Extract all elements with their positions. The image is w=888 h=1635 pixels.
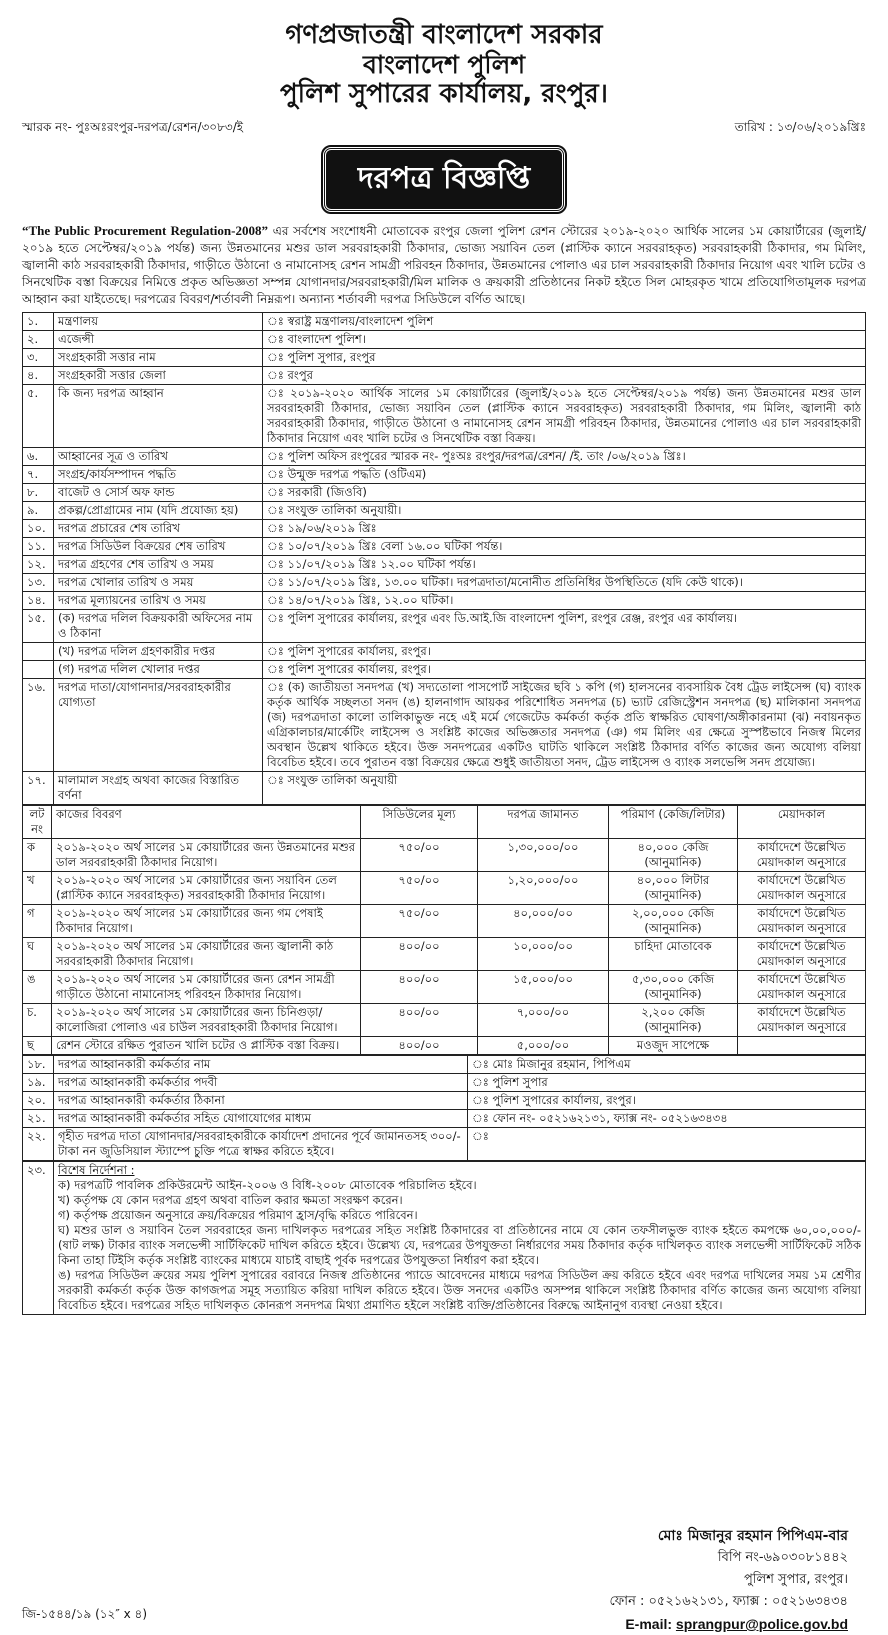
- signatory-title: পুলিশ সুপার, রংপুর।: [743, 1572, 848, 1587]
- lot-description: ২০১৯-২০২০ অর্থ সালের ১ম কোয়ার্টারের জন্য জ্বালানী কাঠ সরবরাহকারী ঠিকাদার নিয়োগ।: [52, 938, 361, 971]
- info-label: দরপত্র প্রচারের শেষ তারিখ: [54, 520, 263, 538]
- info-value: ঃ বাংলাদেশ পুলিশ।: [263, 331, 866, 349]
- contact-row: [23, 1092, 866, 1110]
- lot-quantity: ৪০,০০০ কেজি (আনুমানিক): [609, 839, 738, 872]
- signatory-phone: ফোন : ০৫২১৬২১৩১, ফ্যাক্স : ০৫২১৬৩৪৩৪: [609, 1594, 848, 1609]
- info-row: [23, 385, 866, 448]
- info-row: [23, 679, 866, 772]
- lot-number: খ: [23, 872, 52, 905]
- info-value: ঃ ১৯/০৬/২০১৯ খ্রিঃ: [263, 520, 866, 538]
- info-value: ঃ রংপুর: [263, 367, 866, 385]
- info-label: দরপত্র দাতা/যোগানদার/সরবরাহকারীর যোগ্যতা: [54, 679, 263, 772]
- lot-period: কার্যাদেশে উল্লেখিত মেয়াদকাল অনুসারে: [738, 839, 866, 872]
- instruction-item: গ) কর্তৃপক্ষ প্রয়োজন অনুসারে ক্রয়/বিক্রয়ের পরিমাণ হ্রাস/বৃদ্ধি করিতে পারিবেন।: [58, 1208, 418, 1222]
- info-value: ঃ (ক) জাতীয়তা সনদপত্র (খ) সদ্যতোলা পাসপোর্ট সাইজের ছবি ১ কপি (গ) হালসনের ব্যবসায়িক বৈধ ট্রেড লাইসেন্স (ঘ) ব্যাংক কর্তৃক আর্থিক সচ্ছলতা সনদ (ঙ) হালনাগাদ আয়কর পরিশোধিত সনদপত্র (চ) ভ্যাট রেজিস্ট্রেশন সনদপত্র (ছ) মালিকানা সনদপত্র (জ) দরপত্রদাতা কালো তালিকাভুক্ত নহে এই মর্মে গেজেটেড কর্মকর্তা কর্তৃক প্রতি স্বাক্ষরিত ঘোষণা/অঙ্গীকারনামা (ঝ) নবায়নকৃত এগ্রিকালচার/মার্কেটিং লাইসেন্স ও সংশ্লিষ্ট কাজের অভিজ্ঞতার সনদপত্র (ঞ) গম মিলিং এর ক্ষেত্রে সুস্পষ্টভাবে নিজস্ব মিলের অবস্থান উল্লেখ থাকিতে হইবে। উক্ত সনদপত্রের একটিও ঘাটতি থাকিলে সংশ্লিষ্ট ঠিকাদার বর্ণিত কাজের জন্য অযোগ্য বলিয়া বিবেচিত হইবে। তবে পুরাতন বস্তা বিক্রয়ের ক্ষেত্রে শুধুই জাতীয়তা সনদ, ট্রেড লাইসেন্স ও ব্যাংক সলভেন্সি সনদ প্রযোজ্য।: [263, 679, 866, 772]
- contact-row: [23, 1128, 866, 1161]
- contact-row: [23, 1110, 866, 1128]
- lot-period: কার্যাদেশে উল্লেখিত মেয়াদকাল অনুসারে: [738, 1004, 866, 1037]
- lot-row: [23, 905, 866, 938]
- email-label: E-mail:: [625, 1616, 673, 1632]
- info-label: (ক) দরপত্র দলিল বিক্রয়কারী অফিসের নাম ও ঠিকানা: [54, 610, 263, 643]
- contact-label: দরপত্র আহ্বানকারী কর্মকর্তার নাম: [54, 1056, 468, 1074]
- lot-row: [23, 1004, 866, 1037]
- info-number: ১৬.: [23, 679, 54, 772]
- lot-quantity: ৪০,০০০ লিটার (আনুমানিক): [609, 872, 738, 905]
- contact-number: ২২.: [23, 1128, 54, 1161]
- lot-schedule-price: ৭৫০/০০: [361, 839, 478, 872]
- info-row: [23, 367, 866, 385]
- contact-value: ঃ পুলিশ সুপারের কার্যালয়, রংপুর।: [468, 1092, 866, 1110]
- info-number: [23, 661, 54, 679]
- intro-paragraph: [0, 222, 888, 308]
- memo-date: তারিখ : ১৩/০৬/২০১৯খ্রিঃ: [734, 120, 866, 134]
- info-value: ঃ স্বরাষ্ট্র মন্ত্রণালয়/বাংলাদেশ পুলিশ: [263, 313, 866, 331]
- info-label: দরপত্র সিডিউল বিক্রয়ের শেষ তারিখ: [54, 538, 263, 556]
- info-row: [23, 448, 866, 466]
- info-number: ১০.: [23, 520, 54, 538]
- lots-header-security: দরপত্র জামানত: [478, 806, 609, 839]
- info-row: [23, 538, 866, 556]
- lot-schedule-price: ৭৫০/০০: [361, 872, 478, 905]
- lot-number: ঙ: [23, 971, 52, 1004]
- lot-row: [23, 971, 866, 1004]
- info-value: ঃ উন্মুক্ত দরপত্র পদ্ধতি (ওটিএম): [263, 466, 866, 484]
- info-number: ৪.: [23, 367, 54, 385]
- lot-security: ৭,০০০/০০: [478, 1004, 609, 1037]
- lot-period: [738, 1037, 866, 1055]
- info-value: ঃ ২০১৯-২০২০ আর্থিক সালের ১ম কোয়ার্টারের (জুলাই/২০১৯ হতে সেপ্টেম্বর/২০১৯ পর্যন্ত) জন্য উন্নতমানের মশুর ডাল সরবরাহকারী ঠিকাদার, ভোজ্য সয়াবিন তেল (প্লাস্টিক ক্যানে সরবরাহকৃত) সরবরাহকারী ঠিকাদার, গম মিলিং, জ্বালানী কাঠ সরবরাহকারী ঠিকাদার, গাড়ীতে উঠানো ও নামানোসহ রেশন সামগ্রী পরিবহন ঠিকাদার, উন্নতমানের পোলাও এর চাল সরবরাহকারী ঠিকাদার নিয়োগ এবং খালি চটের ও সিনথেটিক বস্তা বিক্রয়।: [263, 385, 866, 448]
- instruction-item: ক) দরপত্রটি পাবলিক প্রকিউরমেন্ট আইন-২০০৬ ও বিধি-২০০৮ মোতাবেক পরিচালিত হইবে।: [58, 1178, 477, 1192]
- lot-number: ক: [23, 839, 52, 872]
- contact-number: ২১.: [23, 1110, 54, 1128]
- info-value: ঃ ১৪/০৭/২০১৯ খ্রিঃ, ১২.০০ ঘটিকা।: [263, 592, 866, 610]
- info-number: ১৫.: [23, 610, 54, 643]
- info-number: ১৭.: [23, 772, 54, 805]
- signatory-name: মোঃ মিজানুর রহমান পিপিএম-বার: [657, 1528, 848, 1544]
- lot-schedule-price: ৭৫০/০০: [361, 905, 478, 938]
- contact-value: ঃ মোঃ মিজানুর রহমান, পিপিএম: [468, 1056, 866, 1074]
- lot-schedule-price: ৪০০/০০: [361, 1004, 478, 1037]
- lot-schedule-price: ৪০০/০০: [361, 971, 478, 1004]
- info-number: ৮.: [23, 484, 54, 502]
- memo-row: [0, 119, 888, 139]
- signatory-email: [610, 1613, 848, 1635]
- info-number: ১২.: [23, 556, 54, 574]
- signatory-bp: বিপি নং-৬৯০৩০৮১৪৪২: [717, 1550, 848, 1565]
- info-label: বাজেট ও সোর্স অফ ফান্ড: [54, 484, 263, 502]
- info-number: ৩.: [23, 349, 54, 367]
- info-row: [23, 349, 866, 367]
- contact-label: দরপত্র আহ্বানকারী কর্মকর্তার সহিত যোগাযোগের মাধ্যম: [54, 1110, 468, 1128]
- info-label: মন্ত্রণালয়: [54, 313, 263, 331]
- info-value: ঃ পুলিশ সুপারের কার্যালয়, রংপুর এবং ডি.আই.জি বাংলাদেশ পুলিশ, রংপুর রেঞ্জ, রংপুর এর কার্যালয়।: [263, 610, 866, 643]
- contact-value: ঃ: [468, 1128, 866, 1161]
- lot-quantity: মওজুদ সাপেক্ষে: [609, 1037, 738, 1055]
- instructions-number: ২৩.: [23, 1162, 54, 1315]
- info-value: ঃ পুলিশ সুপারের কার্যালয়, রংপুর।: [263, 643, 866, 661]
- info-label: মালামাল সংগ্রহ অথবা কাজের বিস্তারিত বর্ণনা: [54, 772, 263, 805]
- info-number: ৭.: [23, 466, 54, 484]
- info-value: ঃ সংযুক্ত তালিকা অনুযায়ী: [263, 772, 866, 805]
- info-label: দরপত্র গ্রহণের শেষ তারিখ ও সময়: [54, 556, 263, 574]
- memo-ref: স্মারক নং- পুঃঅঃরংপুর-দরপত্র/রেশন/৩০৮৩/ই: [22, 120, 243, 134]
- lot-description: ২০১৯-২০২০ অর্থ সালের ১ম কোয়ার্টারের জন্য উন্নতমানের মশুর ডাল সরবরাহকারী ঠিকাদার নিয়োগ।: [52, 839, 361, 872]
- info-value: ঃ ১১/০৭/২০১৯ খ্রিঃ ১২.০০ ঘটিকা পর্যন্ত।: [263, 556, 866, 574]
- contact-label: দরপত্র আহ্বানকারী কর্মকর্তার ঠিকানা: [54, 1092, 468, 1110]
- intro-regulation: “The Public Procurement Regulation-2008”: [22, 223, 268, 238]
- info-row: [23, 574, 866, 592]
- banner-wrap: [0, 147, 888, 212]
- info-row: [23, 556, 866, 574]
- instructions-table: [22, 1161, 866, 1315]
- gazette-code: জি-১৫৪৪/১৯ (১২″ x ৪): [22, 1607, 148, 1621]
- lots-header-row: [23, 806, 866, 839]
- info-number: ৫.: [23, 385, 54, 448]
- lot-number: ছ: [23, 1037, 52, 1055]
- lot-row: [23, 839, 866, 872]
- lot-row: [23, 938, 866, 971]
- info-number: ২.: [23, 331, 54, 349]
- lot-schedule-price: ৪০০/০০: [361, 938, 478, 971]
- info-row: [23, 772, 866, 805]
- info-label: আহ্বানের সূত্র ও তারিখ: [54, 448, 263, 466]
- info-label: সংগ্রহ/কার্যসম্পাদন পদ্ধতি: [54, 466, 263, 484]
- lot-quantity: ২,২০০ কেজি (আনুমানিক): [609, 1004, 738, 1037]
- lots-header-desc: কাজের বিবরণ: [52, 806, 361, 839]
- lot-security: ৪০,০০০/০০: [478, 905, 609, 938]
- lot-row: [23, 1037, 866, 1055]
- contact-row: [23, 1056, 866, 1074]
- contact-row: [23, 1074, 866, 1092]
- notice-banner: দরপত্র বিজ্ঞপ্তি: [323, 147, 565, 212]
- info-table: [22, 312, 866, 805]
- instruction-item: ঙ) দরপত্র সিডিউল ক্রয়ের সময় পুলিশ সুপারের বরাবরে নিজস্ব প্রতিষ্ঠানের প্যাডে আবেদনের মাধ্যমে দরপত্র সিডিউল ক্রয় করিতে হইবে এবং দরপত্র দাখিলের সময় ১ম শ্রেণীর সরকারী কর্মকর্তা কর্তৃক উক্ত কাগজপত্র সমূহ সত্যায়িত করিয়া দাখিল করিতে হইবে। উক্ত সনদের একটিও অসম্পন্ন থাকিলে সংশ্লিষ্ট ঠিকাদার বর্ণিত কাজের জন্য অযোগ্য বলিয়া বিবেচিত হইবে। দরপত্রের সহিত দাখিলকৃত কোনরূপ সনদপত্র মিথ্যা প্রমাণিত হইলে সংশ্লিষ্ট ব্যক্তি/প্রতিষ্ঠানের বিরুদ্ধে আইনানুগ ব্যবস্থা নেওয়া হইবে।: [58, 1268, 861, 1312]
- info-number: ১৪.: [23, 592, 54, 610]
- lot-quantity: চাহিদা মোতাবেক: [609, 938, 738, 971]
- police-title: বাংলাদেশ পুলিশ: [362, 50, 526, 79]
- lot-row: [23, 872, 866, 905]
- lots-header-period: মেয়াদকাল: [738, 806, 866, 839]
- info-label: দরপত্র মূল্যায়নের তারিখ ও সময়: [54, 592, 263, 610]
- info-row: [23, 610, 866, 643]
- contact-number: ১৯.: [23, 1074, 54, 1092]
- contact-table: [22, 1055, 866, 1161]
- lot-security: ৫,০০০/০০: [478, 1037, 609, 1055]
- intro-text: এর সর্বশেষ সংশোধনী মোতাবেক রংপুর জেলা পুলিশ রেশন স্টোরের ২০১৯-২০২০ আর্থিক সালের ১ম কোয়ার্টারের (জুলাই/২০১৯ হতে সেপ্টেম্বর/২০১৯ পর্যন্ত) জন্য উন্নতমানের মশুর ডাল সরবরাহকারী ঠিকাদার, ভোজ্য সয়াবিন তেল (প্লাস্টিক ক্যানে সরবরাহকৃত) সরবরাহকারী ঠিকাদার, গম মিলিং, জ্বালানী কাঠ সরবরাহকারী ঠিকাদার, গাড়ীতে উঠানো ও নামানোসহ রেশন সামগ্রী পরিবহন ঠিকাদার, উন্নতমানের পোলাও এর চাল সরবরাহকারী ঠিকাদার নিয়োগ এবং খালি চটের ও সিনথেটিক বস্তা বিক্রয়ের নিমিত্তে প্রকৃত অভিজ্ঞতা সম্পন্ন যোগানদার/সরবরাহকারী/মিল মালিক ও ক্রয়কারী প্রতিষ্ঠানের নিকট হইতে সিল মোহরকৃত খামে প্রতিযোগিতামূলক দরপত্র আহ্বান করা যাইতেছে। দরপত্রের বিবরণ/শর্তাবলী নিম্নরূপ। অন্যান্য শর্তাবলী দরপত্র সিডিউলে বর্ণিত আছে।: [22, 224, 866, 306]
- contact-value: ঃ ফোন নং- ০৫২১৬২১৩১, ফ্যাক্স নং- ০৫২১৬৩৪৩৪: [468, 1110, 866, 1128]
- lot-number: গ: [23, 905, 52, 938]
- lot-description: রেশন স্টোরে রক্ষিত পুরাতন খালি চটের ও প্লাস্টিক বস্তা বিক্রয়।: [52, 1037, 361, 1055]
- info-label: (খ) দরপত্র দলিল গ্রহণকারীর দপ্তর: [54, 643, 263, 661]
- contact-label: গৃহীত দরপত্র দাতা যোগানদার/সরবরাহকারীকে কার্যাদেশ প্রদানের পূর্বে জামানতসহ ৩০০/- টাকা নন জুডিসিয়াল স্ট্যাম্পে চুক্তি পত্রে স্বাক্ষর করিতে হইবে।: [54, 1128, 468, 1161]
- lots-header-price: সিডিউলের মূল্য: [361, 806, 478, 839]
- instruction-item: খ) কর্তৃপক্ষ যে কোন দরপত্র গ্রহণ অথবা বাতিল করার ক্ষমতা সংরক্ষণ করেন।: [58, 1193, 403, 1207]
- lot-security: ১০,০০০/০০: [478, 938, 609, 971]
- info-row: [23, 520, 866, 538]
- info-number: ১.: [23, 313, 54, 331]
- email-link[interactable]: sprangpur@police.gov.bd: [675, 1616, 848, 1632]
- lot-description: ২০১৯-২০২০ অর্থ সালের ১ম কোয়ার্টারের জন্য সয়াবিন তেল (প্লাস্টিক ক্যানে সরবরাহকৃত) সরবরাহকারী ঠিকাদার নিয়োগ।: [52, 872, 361, 905]
- lot-period: কার্যাদেশে উল্লেখিত মেয়াদকাল অনুসারে: [738, 938, 866, 971]
- info-row: [23, 592, 866, 610]
- info-row: [23, 502, 866, 520]
- lot-security: ১৫,০০০/০০: [478, 971, 609, 1004]
- instruction-item: ঘ) মশুর ডাল ও সয়াবিন তৈল সরবরাহের জন্য দাখিলকৃত দরপত্রের সহিত সংশ্লিষ্ট ঠিকাদারের বা প্রতিষ্ঠানের নামে যে কোন তফসীলভুক্ত ব্যাংক হইতে কমপক্ষে ৬০,০০,০০০/- (ষাট লক্ষ) টাকার ব্যাংক সলভেন্সী সার্টিফিকেট দাখিল করিতে হইবে। উল্লেখ্য যে, দরপত্রের উপযুক্ততা নির্ধারণের সময় ঠিকাদার কর্তৃক দাখিলকৃত ব্যাংক সলভেন্সী সার্টিফিকেট সঠিক কিনা তাহা টিইসি কর্তৃক সংশ্লিষ্ট ব্যাংকের মাধ্যমে যাচাই বাছাই পূর্বক দরপত্রের উপযুক্ততা নির্ধারণ করা হইবে।: [58, 1223, 861, 1267]
- lot-quantity: ৫,৩০,০০০ কেজি (আনুমানিক): [609, 971, 738, 1004]
- info-label: কি জন্য দরপত্র আহ্বান: [54, 385, 263, 448]
- info-label: (গ) দরপত্র দলিল খোলার দপ্তর: [54, 661, 263, 679]
- lot-description: ২০১৯-২০২০ অর্থ সালের ১ম কোয়ার্টারের জন্য চিনিগুড়া/কালোজিরা পোলাও এর চাউল সরবরাহকারী ঠিকাদার নিয়োগ।: [52, 1004, 361, 1037]
- info-row: [23, 313, 866, 331]
- lot-number: ঘ: [23, 938, 52, 971]
- lot-description: ২০১৯-২০২০ অর্থ সালের ১ম কোয়ার্টারের জন্য গম পেষাই ঠিকাদার নিয়োগ।: [52, 905, 361, 938]
- info-row: [23, 331, 866, 349]
- info-value: ঃ পুলিশ সুপার, রংপুর: [263, 349, 866, 367]
- info-label: প্রকল্প/প্রোগ্রামের নাম (যদি প্রযোজ্য হয়): [54, 502, 263, 520]
- info-label: এজেন্সী: [54, 331, 263, 349]
- lots-header-lot: লট নং: [23, 806, 52, 839]
- info-row: [23, 484, 866, 502]
- lot-period: কার্যাদেশে উল্লেখিত মেয়াদকাল অনুসারে: [738, 872, 866, 905]
- info-row: [23, 643, 866, 661]
- info-number: ১৩.: [23, 574, 54, 592]
- lot-number: চ.: [23, 1004, 52, 1037]
- lot-schedule-price: ৪০০/০০: [361, 1037, 478, 1055]
- lot-security: ১,২০,০০০/০০: [478, 872, 609, 905]
- info-number: ৬.: [23, 448, 54, 466]
- info-value: ঃ সংযুক্ত তালিকা অনুযায়ী।: [263, 502, 866, 520]
- info-value: ঃ পুলিশ সুপারের কার্যালয়, রংপুর।: [263, 661, 866, 679]
- lot-period: কার্যাদেশে উল্লেখিত মেয়াদকাল অনুসারে: [738, 905, 866, 938]
- instructions-title: বিশেষ নির্দেশনা :: [58, 1163, 135, 1177]
- lot-security: ১,৩০,০০০/০০: [478, 839, 609, 872]
- lots-table: [22, 805, 866, 1055]
- contact-value: ঃ পুলিশ সুপার: [468, 1074, 866, 1092]
- info-label: সংগ্রহকারী সত্তার নাম: [54, 349, 263, 367]
- info-row: [23, 466, 866, 484]
- info-label: দরপত্র খোলার তারিখ ও সময়: [54, 574, 263, 592]
- info-number: [23, 643, 54, 661]
- info-value: ঃ পুলিশ অফিস রংপুরের স্মারক নং- পুঃঅঃ রংপুর/দরপত্র/রেশন/ /ই. তাং /০৬/২০১৯ খ্রিঃ।: [263, 448, 866, 466]
- signature-block: [610, 1525, 848, 1635]
- info-number: ১১.: [23, 538, 54, 556]
- office-title: পুলিশ সুপারের কার্যালয়, রংপুর।: [280, 79, 608, 109]
- contact-label: দরপত্র আহ্বানকারী কর্মকর্তার পদবী: [54, 1074, 468, 1092]
- lots-header-qty: পরিমাণ (কেজি/লিটার): [609, 806, 738, 839]
- lot-quantity: ২,০০,০০০ কেজি (আনুমানিক): [609, 905, 738, 938]
- govt-title: গণপ্রজাতন্ত্রী বাংলাদেশ সরকার: [285, 20, 603, 50]
- info-value: ঃ সরকারী (জিওবি): [263, 484, 866, 502]
- info-value: ঃ ১০/০৭/২০১৯ খ্রিঃ বেলা ১৬.০০ ঘটিকা পর্যন্ত।: [263, 538, 866, 556]
- info-value: ঃ ১১/০৭/২০১৯ খ্রিঃ, ১৩.০০ ঘটিকা। দরপত্রদাতা/মনোনীত প্রতিনিধির উপস্থিতিতে (যদি কেউ থাকে)।: [263, 574, 866, 592]
- info-row: [23, 661, 866, 679]
- info-number: ৯.: [23, 502, 54, 520]
- instructions-cell: [54, 1162, 866, 1315]
- contact-number: ১৮.: [23, 1056, 54, 1074]
- info-label: সংগ্রহকারী সত্তার জেলা: [54, 367, 263, 385]
- lot-description: ২০১৯-২০২০ অর্থ সালের ১ম কোয়ার্টারের জন্য রেশন সামগ্রী গাড়ীতে উঠানো নামানোসহ পরিবহন ঠিকাদার নিয়োগ।: [52, 971, 361, 1004]
- contact-number: ২০.: [23, 1092, 54, 1110]
- lot-period: কার্যাদেশে উল্লেখিত মেয়াদকাল অনুসারে: [738, 971, 866, 1004]
